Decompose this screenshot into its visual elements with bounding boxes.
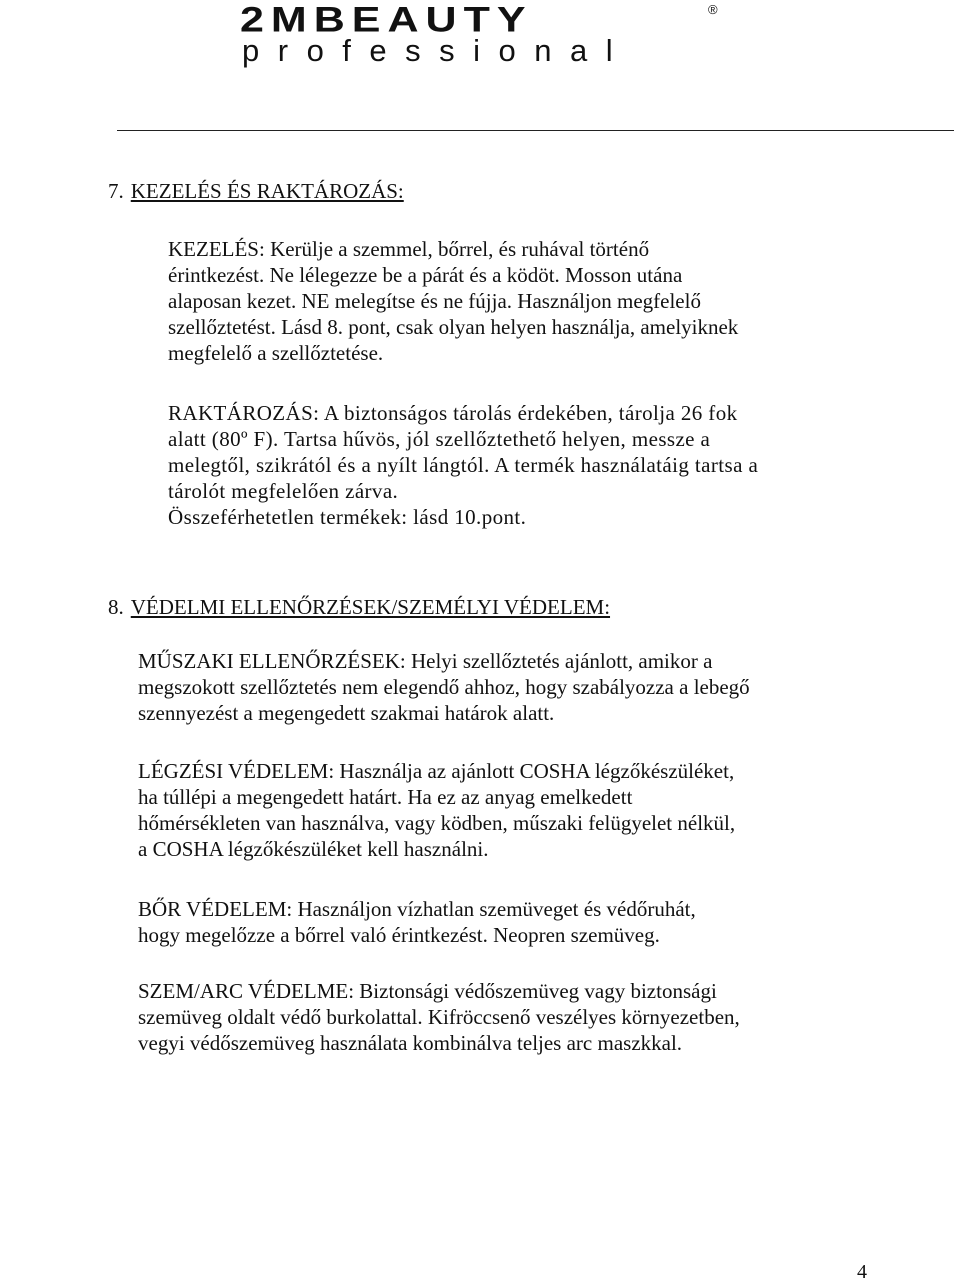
engineering-line: megszokott szellőztetés nem elegendő ahhoz, hogy szabályozza a lebegő: [138, 675, 750, 699]
brand-logo: [230, 2, 730, 70]
logo-subtitle: professional: [242, 33, 632, 68]
storage-line: tárolót megfelelően zárva.: [168, 479, 399, 503]
eye-line: vegyi védőszemüveg használata kombinálva teljes arc maszkkal.: [138, 1031, 683, 1055]
registered-mark: ®: [708, 2, 718, 17]
storage-line: alatt (80º F). Tartsa hűvös, jól szellőztethető helyen, messze a: [168, 427, 711, 451]
handling-line: érintkezést. Ne lélegezze be a párát és a ködöt. Mosson utána: [168, 263, 683, 287]
storage-line: melegtől, szikrától és a nyílt lángtól. A termék használatáig tartsa a: [168, 453, 759, 477]
handling-line: alaposan kezet. NE melegítse és ne fújja. Használjon megfelelő: [168, 289, 701, 313]
header-divider: [117, 130, 954, 131]
section-7-heading: [108, 178, 404, 204]
respiratory-line: LÉGZÉSI VÉDELEM: Használja az ajánlott COSHA légzőkészüléket,: [138, 759, 735, 783]
handling-paragraph: [168, 236, 738, 366]
storage-line: RAKTÁROZÁS: A biztonságos tárolás érdekében, tárolja 26 fok: [168, 401, 738, 425]
storage-paragraph: [168, 400, 758, 530]
engineering-line: MŰSZAKI ELLENŐRZÉSEK: Helyi szellőztetés ajánlott, amikor a: [138, 649, 713, 673]
eye-line: szemüveg oldalt védő burkolattal. Kifröccsenő veszélyes környezetben,: [138, 1005, 740, 1029]
storage-line: Összeférhetetlen termékek: lásd 10.pont.: [168, 505, 527, 529]
logo-brand-text: 2MBEAUTY: [240, 0, 533, 40]
engineering-controls-paragraph: [138, 648, 750, 726]
page-number: 4: [857, 1261, 867, 1283]
handling-line: KEZELÉS: Kerülje a szemmel, bőrrel, és ruhával történő: [168, 237, 650, 261]
skin-line: hogy megelőzze a bőrrel való érintkezést. Neopren szemüveg.: [138, 923, 660, 947]
handling-line: szellőztetést. Lásd 8. pont, csak olyan helyen használja, amelyiknek: [168, 315, 739, 339]
section-7-number: 7.: [108, 179, 124, 203]
handling-line: megfelelő a szellőztetése.: [168, 341, 384, 365]
respiratory-line: a COSHA légzőkészüléket kell használni.: [138, 837, 489, 861]
respiratory-protection-paragraph: [138, 758, 735, 862]
skin-protection-paragraph: [138, 896, 696, 948]
section-7-title: KEZELÉS ÉS RAKTÁROZÁS:: [130, 179, 404, 203]
eye-face-protection-paragraph: [138, 978, 740, 1056]
section-8-title: VÉDELMI ELLENŐRZÉSEK/SZEMÉLYI VÉDELEM:: [130, 595, 611, 619]
section-8-number: 8.: [108, 595, 124, 619]
engineering-line: szennyezést a megengedett szakmai határok alatt.: [138, 701, 555, 725]
skin-line: BŐR VÉDELEM: Használjon vízhatlan szemüveget és védőruhát,: [138, 897, 696, 921]
eye-line: SZEM/ARC VÉDELME: Biztonsági védőszemüveg vagy biztonsági: [138, 979, 717, 1003]
section-8-heading: [108, 594, 610, 620]
respiratory-line: hőmérsékleten van használva, vagy ködben, műszaki felügyelet nélkül,: [138, 811, 736, 835]
respiratory-line: ha túllépi a megengedett határt. Ha ez az anyag emelkedett: [138, 785, 633, 809]
